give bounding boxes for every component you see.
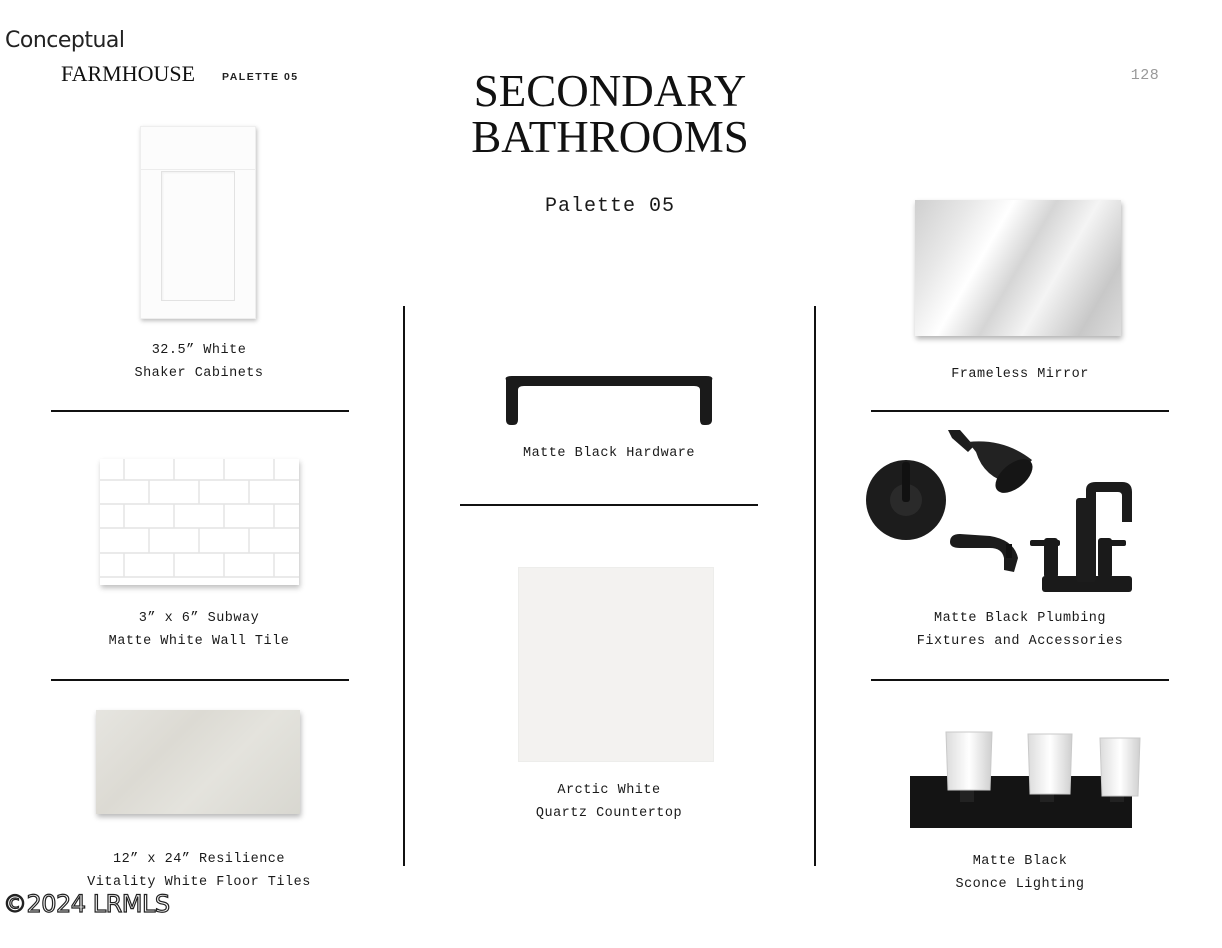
mirror-label: Frameless Mirror — [951, 367, 1089, 382]
divider-center-1 — [460, 504, 758, 506]
brand-top: Conceptual — [5, 28, 125, 53]
page-title — [400, 68, 820, 160]
copyright-watermark: ©2024 LRMLS — [3, 890, 170, 918]
cabinets-label: 32.5” White Shaker Cabinets — [134, 343, 264, 381]
floor-tile-label: 12” x 24” Resilience Vitality White Floor Tiles — [87, 852, 311, 890]
divider-left-2 — [51, 679, 349, 681]
subway-tile-grid — [100, 459, 299, 585]
brand-main: FARMHOUSE — [61, 61, 196, 86]
cabinet-door-image — [140, 126, 256, 319]
divider-left-1 — [51, 410, 349, 412]
column-divider-right — [814, 306, 816, 866]
column-divider-left — [403, 306, 405, 866]
black-pull-handle-image — [500, 372, 718, 428]
brand-palette: PALETTE 05 — [222, 71, 299, 83]
hardware-label: Matte Black Hardware — [522, 446, 696, 461]
lighting-label: Matte Black Sconce Lighting — [955, 854, 1085, 892]
plumbing-label: Matte Black Plumbing Fixtures and Accessories — [916, 611, 1124, 649]
divider-right-1 — [871, 410, 1169, 412]
page-title-line1: SECONDARY — [473, 66, 747, 116]
page-title-line2: BATHROOMS — [471, 112, 749, 162]
floor-tile-image — [96, 710, 300, 814]
subway-tile-label: 3” x 6” Subway Matte White Wall Tile — [108, 611, 290, 649]
frameless-mirror-image — [915, 200, 1121, 336]
sconce-lighting-image — [906, 724, 1144, 832]
subway-tile-image — [100, 459, 299, 585]
quartz-countertop-image — [518, 567, 714, 762]
countertop-label: Arctic White Quartz Countertop — [535, 783, 683, 821]
page-subtitle: Palette 05 — [544, 195, 676, 218]
page-number: 128 — [1130, 67, 1160, 84]
divider-right-2 — [871, 679, 1169, 681]
plumbing-fixtures-image — [864, 418, 1136, 594]
